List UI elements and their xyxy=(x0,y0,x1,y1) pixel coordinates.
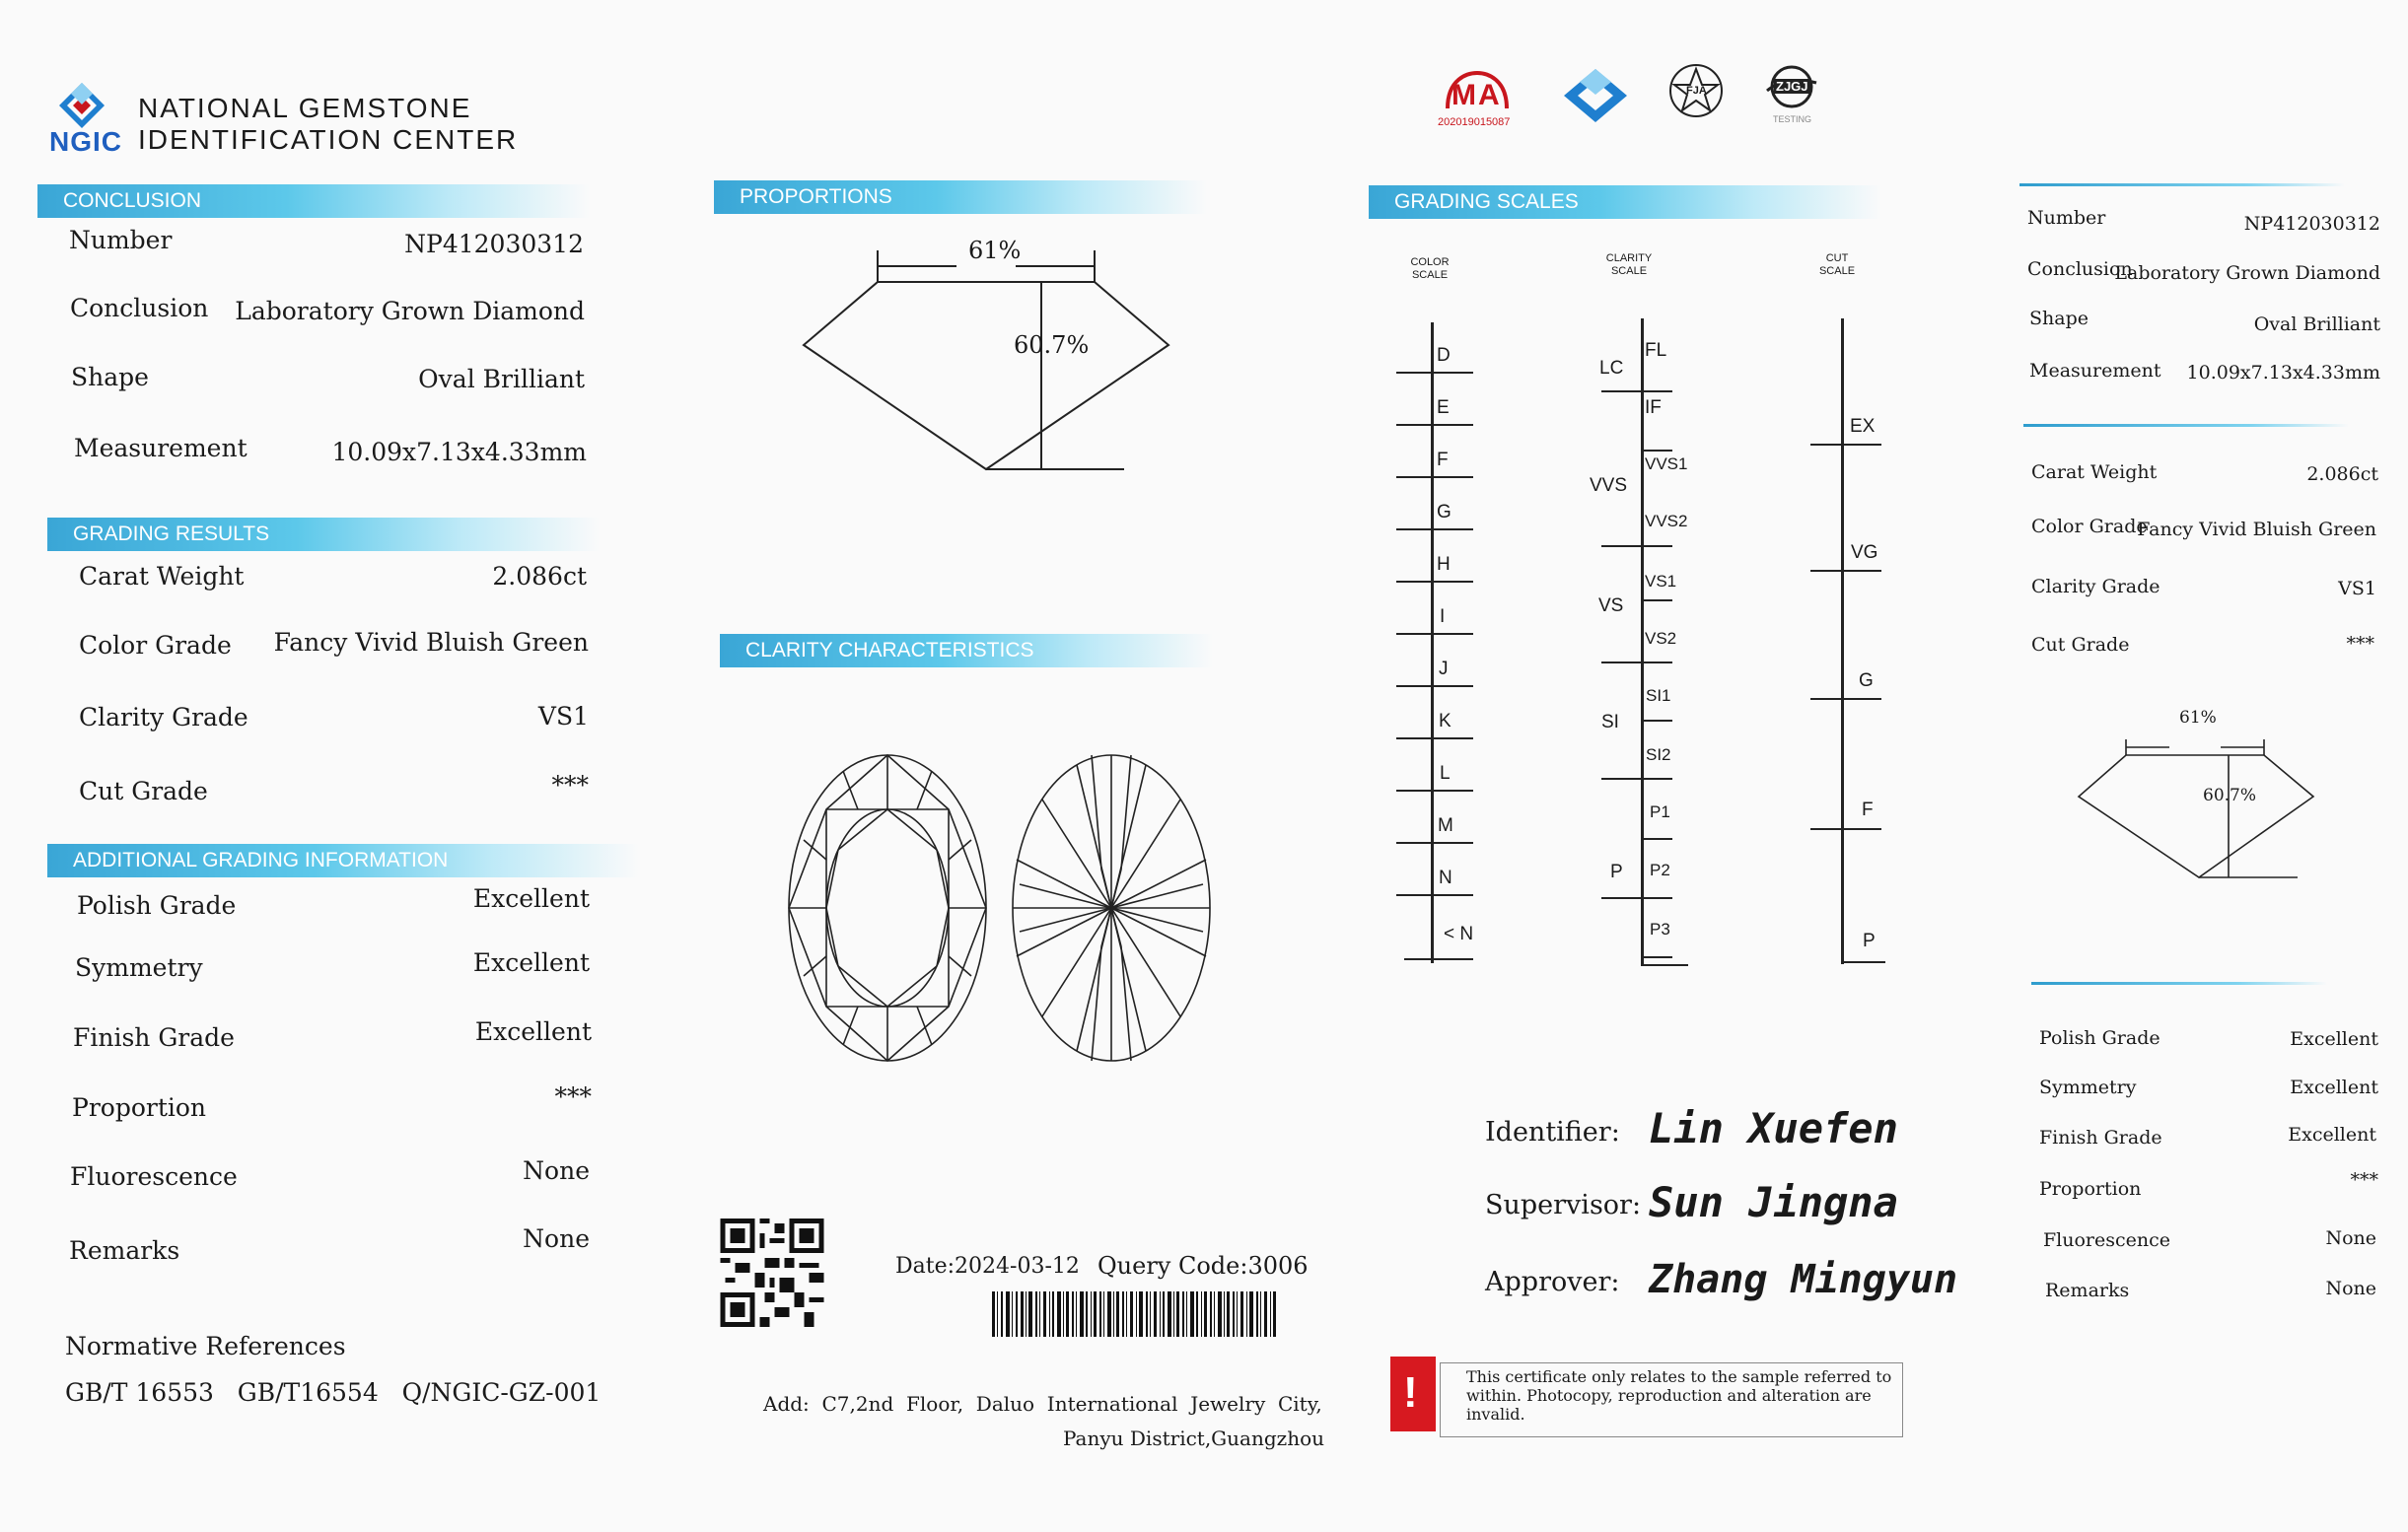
notice-text: This certificate only relates to the sample referred to within. Photocopy, reproduction and alteration are invalid. xyxy=(1440,1362,1903,1437)
color-grade-g: G xyxy=(1437,502,1452,522)
ngic-logo xyxy=(57,81,106,130)
cut-grade-p: P xyxy=(1863,931,1876,951)
normative-refs: GB/T 16553 GB/T16554 Q/NGIC-GZ-001 xyxy=(65,1378,602,1407)
clarity-grade-vs1: VS1 xyxy=(1645,572,1677,591)
additional-label-fluorescence: Fluorescence xyxy=(70,1162,238,1191)
summary-label-clarity: Clarity Grade xyxy=(2031,576,2160,597)
summary-label-carat: Carat Weight xyxy=(2031,461,2158,483)
clarity-grade-fl: FL xyxy=(1645,340,1667,361)
grading-label-color: Color Grade xyxy=(79,631,232,660)
summary-label-symmetry: Symmetry xyxy=(2039,1077,2137,1098)
clarity-characteristics-banner: CLARITY CHARACTERISTICS xyxy=(720,634,1213,667)
grading-scales-banner: GRADING SCALES xyxy=(1369,185,1881,219)
cma-badge xyxy=(1438,69,1517,130)
conclusion-value-number: NP412030312 xyxy=(404,230,584,258)
summary-value-remarks: None xyxy=(2325,1278,2376,1299)
summary-value-symmetry: Excellent xyxy=(2290,1077,2378,1098)
grading-value-clarity: VS1 xyxy=(537,702,589,731)
summary-value-polish: Excellent xyxy=(2290,1028,2378,1050)
clarity-grade-vvs2: VVS2 xyxy=(1645,512,1688,530)
additional-value-symmetry: Excellent xyxy=(472,948,590,977)
clarity-group-vvs: VVS xyxy=(1590,475,1628,496)
summary-value-cut: *** xyxy=(2346,633,2374,655)
clarity-crown-diagram xyxy=(784,751,991,1065)
summary-value-carat: 2.086ct xyxy=(2306,463,2378,485)
color-grade-j: J xyxy=(1439,659,1449,679)
clarity-grade-p3: P3 xyxy=(1650,920,1670,939)
additional-value-polish: Excellent xyxy=(472,884,590,913)
summary-value-measurement: 10.09x7.13x4.33mm xyxy=(2186,362,2380,383)
summary-proportion-depth: 60.7% xyxy=(2203,786,2257,805)
clarity-group-lc: LC xyxy=(1599,358,1624,379)
summary-divider-2 xyxy=(2023,424,2349,427)
cut-scale-head-line1: CUT xyxy=(1825,252,1849,264)
proportion-table-percent: 61% xyxy=(968,237,1022,264)
color-grade-h: H xyxy=(1437,554,1451,575)
proportions-banner: PROPORTIONS xyxy=(714,180,1207,214)
cut-grade-ex: EX xyxy=(1850,416,1876,437)
approver-signature: Zhang Mingyun xyxy=(1649,1257,1958,1302)
identifier-label: Identifier: xyxy=(1485,1117,1620,1148)
clarity-scale-head-line1: CLARITY xyxy=(1605,252,1653,264)
proportion-diagram xyxy=(789,237,1183,483)
additional-value-fluorescence: None xyxy=(523,1156,590,1185)
grading-value-cut: *** xyxy=(551,771,589,800)
clarity-group-vs: VS xyxy=(1598,595,1624,616)
additional-label-remarks: Remarks xyxy=(69,1236,180,1265)
proportion-depth-percent: 60.7% xyxy=(1014,331,1090,359)
fja-badge xyxy=(1666,61,1726,120)
additional-label-polish: Polish Grade xyxy=(77,891,237,920)
summary-label-fluorescence: Fluorescence xyxy=(2043,1229,2171,1251)
clarity-grade-vs2: VS2 xyxy=(1645,629,1677,648)
org-name-line1: NATIONAL GEMSTONE xyxy=(138,93,472,123)
clarity-group-si: SI xyxy=(1601,712,1619,732)
grading-value-color: Fancy Vivid Bluish Green xyxy=(273,628,589,657)
additional-label-symmetry: Symmetry xyxy=(75,953,203,982)
conclusion-value-conclusion: Laboratory Grown Diamond xyxy=(235,297,585,325)
cut-scale-head xyxy=(1812,252,1862,278)
clarity-grade-if: IF xyxy=(1645,397,1662,418)
additional-value-remarks: None xyxy=(523,1224,590,1253)
summary-value-finish: Excellent xyxy=(2288,1124,2376,1146)
barcode xyxy=(992,1291,1278,1337)
fja-letters: FJA xyxy=(1686,85,1707,97)
clarity-grade-p2: P2 xyxy=(1650,861,1670,879)
cut-scale xyxy=(1805,315,1883,966)
additional-label-proportion: Proportion xyxy=(72,1093,207,1122)
cut-scale-head-line2: SCALE xyxy=(1818,265,1856,277)
summary-value-fluorescence: None xyxy=(2325,1227,2376,1249)
color-grade-e: E xyxy=(1437,397,1450,418)
summary-value-color: Fancy Vivid Bluish Green xyxy=(2137,519,2376,540)
zjgj-badge xyxy=(1761,65,1822,126)
supervisor-signature: Sun Jingna xyxy=(1649,1178,1898,1226)
clarity-grade-vvs1: VVS1 xyxy=(1645,454,1688,473)
summary-label-polish: Polish Grade xyxy=(2039,1027,2160,1049)
zjgj-subtitle: TESTING xyxy=(1773,114,1812,124)
color-grade-below-n: < N xyxy=(1444,924,1474,944)
grading-label-clarity: Clarity Grade xyxy=(79,703,248,731)
conclusion-label-conclusion: Conclusion xyxy=(70,294,209,322)
summary-divider-3 xyxy=(2031,982,2327,985)
cut-grade-f: F xyxy=(1862,800,1874,820)
clarity-scale-head xyxy=(1597,252,1661,278)
approver-label: Approver: xyxy=(1485,1267,1620,1297)
conclusion-value-shape: Oval Brilliant xyxy=(418,365,585,393)
summary-label-number: Number xyxy=(2027,207,2106,229)
summary-value-clarity: VS1 xyxy=(2338,578,2376,599)
zjgj-letters: ZJGJ xyxy=(1776,79,1808,94)
additional-value-finish: Excellent xyxy=(474,1017,592,1046)
clarity-grade-si1: SI1 xyxy=(1646,686,1671,705)
summary-divider-1 xyxy=(2019,183,2345,186)
additional-label-finish: Finish Grade xyxy=(73,1023,235,1052)
conclusion-banner: CONCLUSION xyxy=(37,184,590,218)
summary-label-color: Color Grade xyxy=(2031,516,2148,537)
supervisor-label: Supervisor: xyxy=(1485,1190,1642,1220)
color-grade-m: M xyxy=(1438,815,1453,836)
query-code: Query Code:3006 xyxy=(1098,1252,1309,1280)
warning-icon: ! xyxy=(1390,1357,1436,1431)
color-grade-i: I xyxy=(1440,606,1446,627)
color-grade-l: L xyxy=(1440,763,1451,784)
summary-value-conclusion: Laboratory Grown Diamond xyxy=(2114,262,2380,284)
normative-title: Normative References xyxy=(65,1332,346,1360)
summary-label-finish: Finish Grade xyxy=(2039,1127,2162,1149)
qr-code[interactable] xyxy=(720,1219,824,1327)
certificate-date: Date:2024-03-12 xyxy=(895,1254,1080,1279)
cma-letters: MA xyxy=(1452,79,1502,111)
cma-code: 202019015087 xyxy=(1438,116,1511,128)
clarity-group-p: P xyxy=(1610,862,1623,882)
grading-label-carat: Carat Weight xyxy=(79,562,245,591)
color-grade-n: N xyxy=(1439,868,1452,888)
cut-grade-g: G xyxy=(1859,670,1874,691)
summary-value-number: NP412030312 xyxy=(2243,213,2380,235)
summary-label-proportion: Proportion xyxy=(2039,1178,2142,1200)
conclusion-label-measurement: Measurement xyxy=(74,434,248,462)
grading-results-banner: GRADING RESULTS xyxy=(47,518,600,551)
summary-label-measurement: Measurement xyxy=(2029,360,2161,382)
color-scale-head-line2: SCALE xyxy=(1411,269,1449,281)
clarity-pavilion-diagram xyxy=(1008,751,1215,1065)
logo-text: NGIC xyxy=(49,126,122,157)
color-scale-head-line1: COLOR xyxy=(1410,256,1450,268)
color-grade-f: F xyxy=(1437,450,1449,470)
summary-label-conclusion: Conclusion xyxy=(2027,258,2133,280)
ngic-diamond-icon xyxy=(57,81,106,130)
color-scale-head xyxy=(1405,256,1454,282)
summary-value-proportion: *** xyxy=(2350,1169,2378,1191)
clarity-grade-si2: SI2 xyxy=(1646,745,1671,764)
grading-label-cut: Cut Grade xyxy=(79,777,208,805)
clarity-scale-head-line2: SCALE xyxy=(1610,265,1648,277)
additional-info-banner: ADDITIONAL GRADING INFORMATION xyxy=(47,844,639,877)
summary-label-remarks: Remarks xyxy=(2045,1280,2130,1301)
color-scale xyxy=(1390,315,1479,966)
summary-value-shape: Oval Brilliant xyxy=(2253,313,2380,335)
color-grade-k: K xyxy=(1439,711,1452,731)
clarity-grade-p1: P1 xyxy=(1650,802,1670,821)
identifier-signature: Lin Xuefen xyxy=(1649,1104,1898,1152)
ngic-badge-icon xyxy=(1560,65,1631,126)
summary-label-shape: Shape xyxy=(2029,308,2089,329)
summary-proportion-table: 61% xyxy=(2179,708,2217,728)
cut-grade-vg: VG xyxy=(1851,542,1878,563)
org-name-line2: IDENTIFICATION CENTER xyxy=(138,124,519,155)
summary-label-cut: Cut Grade xyxy=(2031,634,2130,656)
color-grade-d: D xyxy=(1437,345,1451,366)
conclusion-label-shape: Shape xyxy=(71,363,149,391)
summary-proportion-diagram xyxy=(2071,720,2327,887)
additional-value-proportion: *** xyxy=(554,1082,592,1111)
conclusion-label-number: Number xyxy=(69,226,173,254)
conclusion-value-measurement: 10.09x7.13x4.33mm xyxy=(331,438,587,466)
address-line1: Add: C7,2nd Floor, Daluo International Jewelry City, xyxy=(763,1392,1322,1416)
grading-value-carat: 2.086ct xyxy=(492,562,587,591)
address-line2: Panyu District,Guangzhou xyxy=(1063,1427,1324,1450)
